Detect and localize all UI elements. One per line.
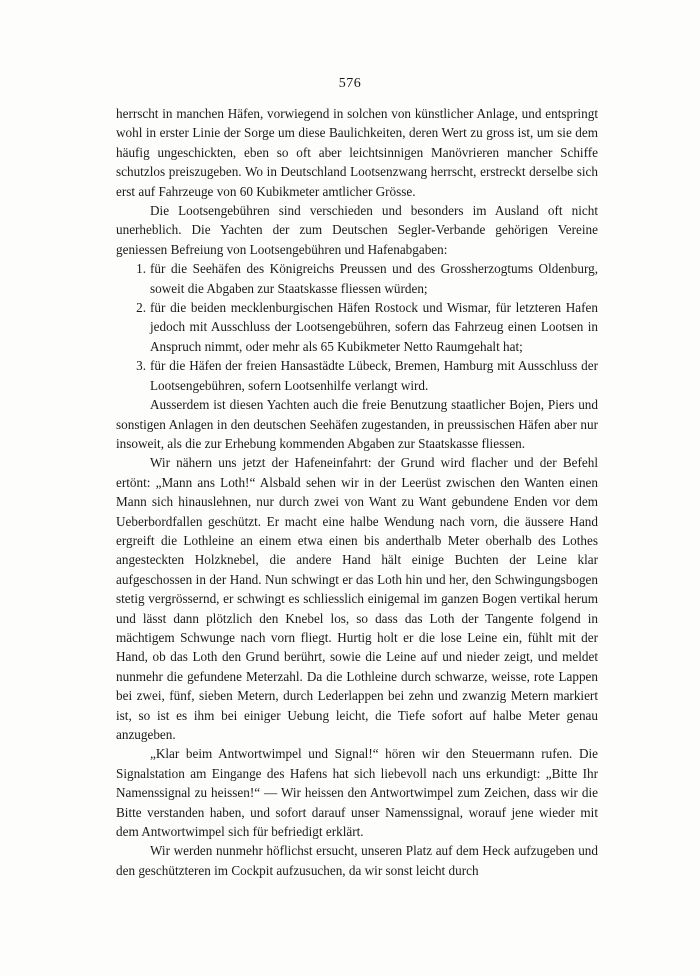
- paragraph: herrscht in manchen Häfen, vorwiegend in solchen von künstlicher Anlage, und entspringt wohl in erster Linie der Sorge um diese Baulichkeiten, deren Wert zu gross ist, um sie dem häufig ungeschickten, eben so oft aber leichtsinnigen Manövrieren mancher Schiffe schutzlos preiszugeben. Wo in Deutschland Lootsenzwang herrscht, erstreckt derselbe sich erst auf Fahrzeuge von 60 Kubikmeter amtlicher Grösse.: [116, 106, 598, 199]
- list-item-number: 2.: [136, 300, 146, 316]
- list-item-number: 3.: [136, 358, 146, 374]
- page-number: 576: [338, 76, 362, 91]
- paragraph: Wir werden nunmehr höflichst ersucht, unseren Platz auf dem Heck aufzugeben und den geschützteren im Cockpit aufzusuchen, da wir sonst leicht durch: [116, 843, 598, 878]
- list-item-text: für die Seehäfen des Königreichs Preussen und des Grossherzogtums Oldenburg, soweit die Abgaben zur Staatskasse fliessen würden;: [150, 261, 598, 296]
- paragraph: „Klar beim Antwortwimpel und Signal!“ hören wir den Steuermann rufen. Die Signalstation am Eingange des Hafens hat sich liebevoll nach uns erkundigt: „Bitte Ihr Namenssignal zu heissen!“ — Wir heissen den Antwortwimpel zum Zeichen, dass wir die Bitte verstanden haben, und sofort darauf unser Namenssignal, worauf jene wieder mit dem Antwortwimpel sich für befriedigt erklärt.: [116, 746, 598, 840]
- list-item: [116, 356, 598, 395]
- list-item-number: 1.: [136, 261, 146, 277]
- paragraph: Die Lootsengebühren sind verschieden und besonders im Ausland oft nicht unerheblich. Die Yachten der zum Deutschen Segler-Verbande gehörigen Vereine geniessen Befreiung von Lootsengebühren und Hafenabgaben:: [116, 203, 598, 257]
- list-item-text: für die beiden mecklenburgischen Häfen Rostock und Wismar, für letzteren Hafen jedoch mit Ausschluss der Lootsengebühren, sofern das Fahrzeug einen Lootsen in Anspruch nimmt, oder mehr als 65 Kubikmeter Netto Raumgehalt hat;: [150, 300, 598, 354]
- page-body: [116, 104, 598, 880]
- exemption-list: [116, 259, 598, 395]
- paragraph: Wir nähern uns jetzt der Hafeneinfahrt: der Grund wird flacher und der Befehl ertönt: „Mann ans Loth!“ Alsbald sehen wir in der Leerüst zwischen den Wanten einen Mann sich hinauslehnen, nur durch zwei von Want zu Want gebundene Enden vor dem Ueberbordfallen geschützt. Er macht eine halbe Wendung nach vorn, die äussere Hand ergreift die Lothleine an einem etwa einen bis anderthalb Meter oberhalb des Lothes angesteckten Holzknebel, die andere Hand hält einige Buchten der Leine klar aufgeschossen in der Hand. Nun schwingt er das Loth hin und her, den Schwingungsbogen stetig vergrössernd, er schwingt es schliesslich einigemal im ganzen Bogen vertikal herum und lässt dann plötzlich den Knebel los, so dass das Loth der Tangente folgend in mächtigem Schwunge nach vorn fliegt. Hurtig holt er die lose Leine ein, fühlt mit der Hand, ob das Loth den Grund berührt, sowie die Leine auf und nieder zeigt, und meldet nunmehr die gefundene Meterzahl. Da die Lothleine durch schwarze, weisse, rote Lappen bei zwei, fünf, sieben Metern, durch Lederlappen bei zehn und zwanzig Metern markiert ist, so ist es ihm bei einiger Uebung leicht, die Tiefe sofort auf halbe Meter genau anzugeben.: [116, 455, 598, 742]
- list-item-text: für die Häfen der freien Hansastädte Lübeck, Bremen, Hamburg mit Ausschluss der Lootsengebühren, sofern Lootsenhilfe verlangt wird.: [150, 358, 598, 393]
- list-item: [116, 298, 598, 356]
- paragraph: Ausserdem ist diesen Yachten auch die freie Benutzung staatlicher Bojen, Piers und sonstigen Anlagen in den deutschen Seehäfen zugestanden, in preussischen Häfen aber nur insoweit, als die zur Erhebung kommenden Abgaben zur Staatskasse fliessen.: [116, 397, 598, 451]
- list-item: [116, 259, 598, 298]
